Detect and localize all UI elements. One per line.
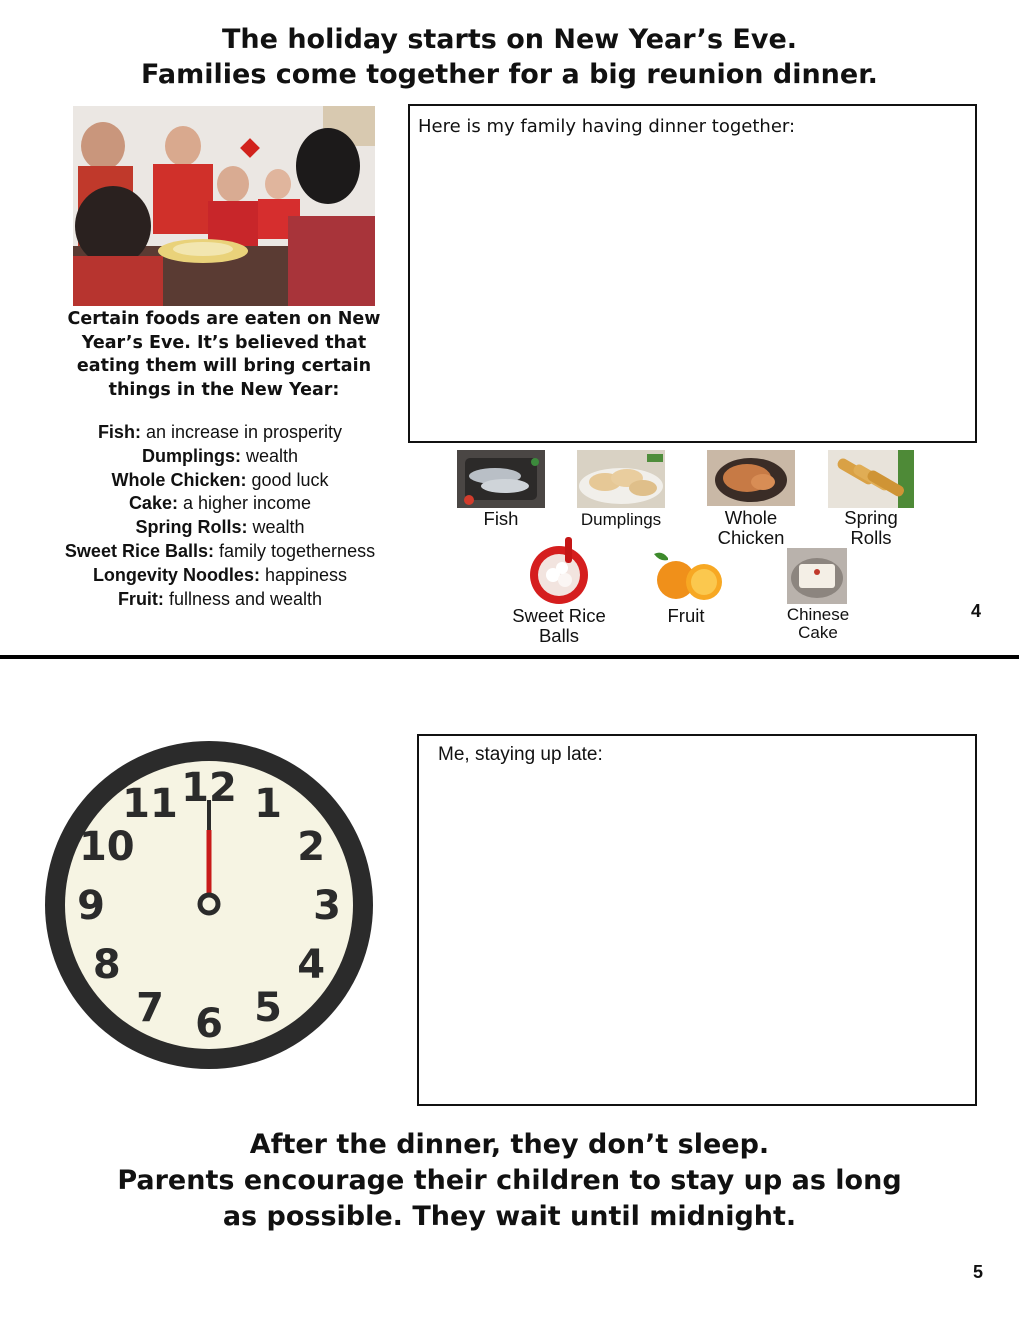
clock-numeral: 8 (92, 942, 121, 988)
fish-image (457, 450, 545, 508)
chinese-cake-caption (768, 606, 868, 642)
spring-rolls-image (828, 450, 914, 508)
clock-numeral: 7 (136, 985, 164, 1032)
spring-rolls-caption-line1: Spring (844, 507, 898, 528)
food-meanings-list (30, 421, 410, 611)
clock-center-pin (200, 895, 218, 913)
clock-numeral: 9 (77, 883, 105, 929)
spring-rolls-caption (818, 508, 924, 548)
drawing-box-label: Here is my family having dinner together: (418, 116, 796, 137)
page5-footer-line1: After the dinner, they don’t sleep. (249, 1129, 770, 1160)
food-name: Fish: (97, 422, 141, 442)
food-name: Fruit: (117, 588, 164, 609)
page5-footer-line2: Parents encourage their children to stay up as long (117, 1165, 902, 1196)
page5-footer-line3: as possible. They wait until midnight. (222, 1201, 797, 1232)
fruit-caption: Fruit (667, 605, 705, 626)
food-name: Sweet Rice Balls: (64, 540, 214, 561)
page4-heading (0, 22, 1019, 92)
food-meaning-item (30, 588, 410, 612)
food-meaning-item (30, 421, 410, 445)
food-meaning: an increase in prosperity (145, 422, 343, 442)
fish-caption: Fish (483, 508, 519, 529)
page5-footer-text (0, 1127, 1019, 1235)
food-meaning: wealth (252, 517, 305, 538)
food-meaning-item (30, 540, 410, 564)
food-meaning: good luck (251, 469, 329, 490)
sweet-rice-balls-caption-line1: Sweet Rice (512, 605, 606, 626)
sweet-rice-balls-caption (497, 606, 621, 646)
spring-rolls-caption-line2: Rolls (850, 527, 892, 548)
clock-numeral: 4 (297, 942, 326, 988)
family-dinner-photo (73, 106, 375, 306)
chinese-cake-image (787, 548, 847, 604)
dumplings-caption: Dumplings (580, 510, 662, 529)
food-name: Dumplings: (141, 445, 241, 466)
food-name: Whole Chicken: (111, 469, 247, 490)
family-dinner-drawing-box[interactable] (408, 104, 977, 443)
food-meaning-item (30, 469, 410, 493)
whole-chicken-caption (697, 508, 805, 548)
food-name: Cake: (128, 493, 178, 514)
food-name: Spring Rolls: (135, 517, 248, 538)
food-name: Longevity Noodles: (92, 564, 260, 585)
food-meaning: family togetherness (219, 540, 376, 561)
clock-numeral: 10 (78, 824, 135, 870)
food-meaning-item (30, 516, 410, 540)
whole-chicken-image (707, 450, 795, 506)
food-meaning: fullness and wealth (168, 588, 323, 609)
staying-up-drawing-box[interactable] (417, 734, 977, 1106)
food-meaning-item (30, 445, 410, 469)
drawing-box-label: Me, staying up late: (438, 744, 603, 765)
page-divider (0, 655, 1019, 659)
food-meaning-item (30, 564, 410, 588)
clock-numeral: 1 (254, 780, 282, 827)
sweet-rice-balls-caption-line2: Balls (538, 625, 580, 646)
clock-numeral: 6 (195, 1001, 223, 1047)
food-meaning: wealth (245, 445, 299, 466)
page-number-4: 4 (971, 601, 982, 621)
food-meaning-item (30, 492, 410, 516)
page-number-5: 5 (973, 1262, 984, 1282)
whole-chicken-caption-line2: Chicken (717, 527, 785, 548)
clock-numeral: 11 (122, 780, 178, 827)
page4-heading-line2: Families come together for a big reunion dinner. (141, 59, 878, 90)
food-meaning: a higher income (182, 493, 312, 514)
dumplings-image (577, 450, 665, 508)
clock-numeral: 3 (313, 883, 341, 929)
midnight-clock (44, 740, 374, 1070)
clock-numeral: 5 (254, 985, 282, 1032)
whole-chicken-caption-line1: Whole (724, 507, 778, 528)
chinese-cake-caption-line1: Chinese (786, 605, 850, 624)
fruit-image (646, 548, 726, 604)
food-meaning: happiness (264, 564, 348, 585)
clock-numeral: 12 (181, 765, 237, 811)
page4-heading-line1: The holiday starts on New Year’s Eve. (221, 24, 798, 55)
sweet-rice-balls-image (527, 535, 591, 605)
foods-intro-text: Certain foods are eaten on New Year’s Eve. It’s believed that eating them will bring certain things in the New Year: (67, 309, 381, 400)
clock-numeral: 2 (297, 824, 326, 870)
chinese-cake-caption-line2: Cake (798, 623, 838, 642)
